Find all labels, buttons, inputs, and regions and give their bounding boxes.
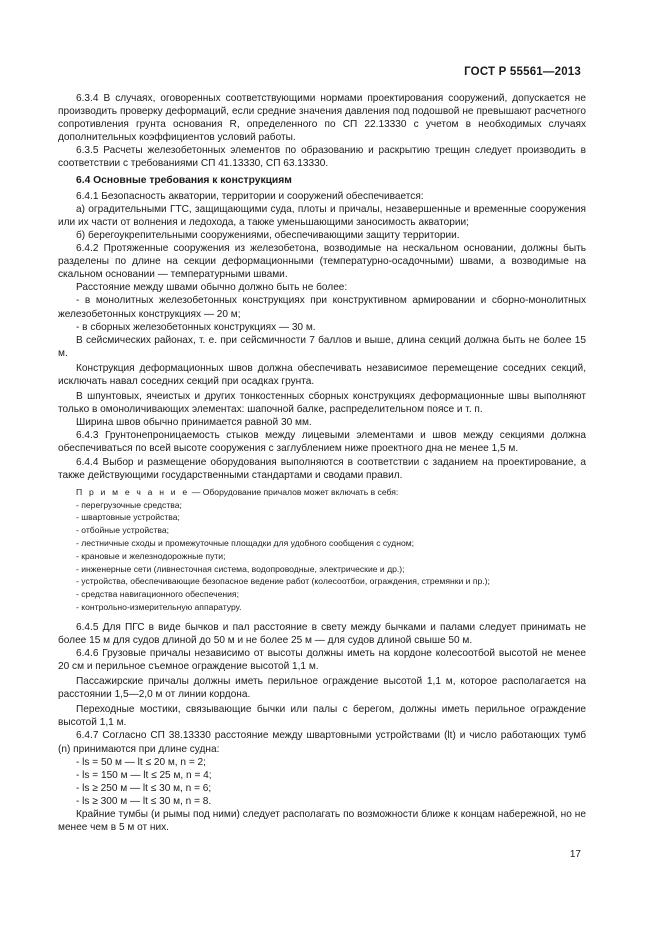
paragraph-6-4-7-bollards: Крайние тумбы (и рымы под ними) следует располагать по возможности ближе к концам набережной, но не менее чем в 5 м от них. bbox=[58, 809, 586, 834]
page-number: 17 bbox=[569, 849, 581, 860]
paragraph-6-3-5: 6.3.5 Расчеты железобетонных элементов по образованию и раскрытию трещин следует производить в соответствии с требованиями СП 41.13330, СП 63.13330. bbox=[58, 145, 586, 170]
paragraph-6-4-1-a: а) оградительными ГТС, защищающими суда, плоты и причалы, незавершенные и временные сооружения или их части от волнения и ледохода, а также уменьшающими заносимость акватории; bbox=[58, 203, 586, 228]
paragraph-6-4-2-distance: Расстояние между швами обычно должно быть не более: bbox=[76, 282, 348, 294]
paragraph-6-4-7: 6.4.7 Согласно СП 38.13330 расстояние между швартовными устройствами (lt) и число работающих тумб (n) принимаются при длине судна: bbox=[58, 730, 586, 755]
note-item: - лестничные сходы и промежуточные площадки для удобного сообщения с судном; bbox=[76, 537, 415, 548]
paragraph-6-3-4: 6.3.4 В случаях, оговоренных соответствующими нормами проектирования сооружений, допускается не производить проверку деформаций, если средние значения давления под подошвой не превышают расчетного сопротивления грунта основания R, определенного по СП 22.13330 с учетом в необходимых случаях дополнительных коэффициентов условий работы. bbox=[58, 93, 586, 144]
paragraph-6-4-2: 6.4.2 Протяженные сооружения из железобетона, возводимые на нескальном основании, должны быть разделены по длине на секции деформационными (температурно-осадочными) швами, а возводимые на скальном основании — температурными швами. bbox=[58, 243, 586, 281]
mooring-formula: - ls = 50 м — lt ≤ 20 м, n = 2; bbox=[76, 756, 206, 768]
note-item: - перегрузочные средства; bbox=[76, 499, 182, 510]
note-intro: — Оборудование причалов может включать в себя: bbox=[189, 486, 399, 497]
paragraph-6-4-5: 6.4.5 Для ПГС в виде бычков и пал расстояние в свету между бычками и палами следует принимать не более 15 м для судов длиной до 50 м и не более 25 м — для судов длиной свыше 50 м. bbox=[58, 621, 586, 646]
note-item: - крановые и железнодорожные пути; bbox=[76, 550, 226, 561]
paragraph-6-4-6: 6.4.6 Грузовые причалы независимо от высоты должны иметь на кордоне колесоотбой высотой не менее 20 см и перильное съемное ограждение высотой 1,1 м. bbox=[58, 647, 586, 672]
note-item: - устройства, обеспечивающие безопасное ведение работ (колесоотбои, ограждения, стремянки и пр.); bbox=[76, 576, 490, 587]
equipment-note bbox=[58, 486, 586, 614]
note-item: - швартовные устройства; bbox=[76, 512, 180, 523]
note-item: - средства навигационного обеспечения; bbox=[76, 589, 239, 600]
paragraph-6-4-1: 6.4.1 Безопасность акватории, территории и сооружений обеспечивается: bbox=[76, 190, 424, 202]
paragraph-6-4-2-sheet-pile: В шпунтовых, ячеистых и других тонкостенных сборных конструкциях деформационные швы выполняют только в омоноличивающих элементах: шапочной балке, распределительном поясе и т. п. bbox=[58, 391, 586, 416]
note-item: - отбойные устройства; bbox=[76, 525, 170, 536]
mooring-formula: - ls ≥ 250 м — lt ≤ 30 м, n = 6; bbox=[76, 782, 212, 794]
paragraph-6-4-1-b: б) берегоукрепительными сооружениями, обеспечивающими защиту территории. bbox=[76, 229, 460, 241]
mooring-formula: - ls = 150 м — lt ≤ 25 м, n = 4; bbox=[76, 769, 212, 781]
note-label: П р и м е ч а н и е bbox=[76, 486, 190, 497]
note-item: - контрольно-измерительную аппаратуру. bbox=[76, 601, 242, 612]
paragraph-6-4-6-bridges: Переходные мостики, связывающие бычки или палы с берегом, должны иметь перильное ограждение высотой 1,1 м. bbox=[58, 704, 586, 729]
section-heading-6-4: 6.4 Основные требования к конструкциям bbox=[76, 174, 292, 186]
paragraph-6-4-4: 6.4.4 Выбор и размещение оборудования выполняются в соответствии с заданием на проектирование, а также действующими государственными стандартами и сводами правил. bbox=[58, 456, 586, 481]
paragraph-6-4-2-joints: Конструкция деформационных швов должна обеспечивать независимое перемещение соседних секций, исключать навал соседних секций при осадках грунта. bbox=[58, 362, 586, 387]
paragraph-6-4-2-precast: - в сборных железобетонных конструкциях — 30 м. bbox=[76, 321, 316, 333]
document-body bbox=[58, 92, 586, 834]
paragraph-6-4-6-passenger: Пассажирские причалы должны иметь перильное ограждение высотой 1,1 м, которое располагается на расстоянии 1,5—2,0 м от линии кордона. bbox=[58, 676, 586, 701]
mooring-formula: - ls ≥ 300 м — lt ≤ 30 м, n = 8. bbox=[76, 795, 212, 807]
document-code-header: ГОСТ Р 55561—2013 bbox=[464, 66, 581, 78]
note-item: - инженерные сети (ливнесточная система, водопроводные, электрические и др.); bbox=[76, 563, 405, 574]
note-intro-line bbox=[58, 486, 586, 499]
paragraph-6-4-2-seismic: В сейсмических районах, т. е. при сейсмичности 7 баллов и выше, длина секций должна быть не более 15 м. bbox=[58, 334, 586, 359]
paragraph-6-4-2-width: Ширина швов обычно принимается равной 30 мм. bbox=[76, 417, 312, 429]
paragraph-6-4-2-monolithic: - в монолитных железобетонных конструкциях при конструктивном армировании и сборно-монолитных железобетонных конструкциях — 20 м; bbox=[58, 295, 586, 320]
paragraph-6-4-3: 6.4.3 Грунтонепроницаемость стыков между лицевыми элементами и швов между секциями должна обеспечиваться по всей высоте сооружения с заглублением ниже проектного дна не менее 1,5 м. bbox=[58, 430, 586, 455]
